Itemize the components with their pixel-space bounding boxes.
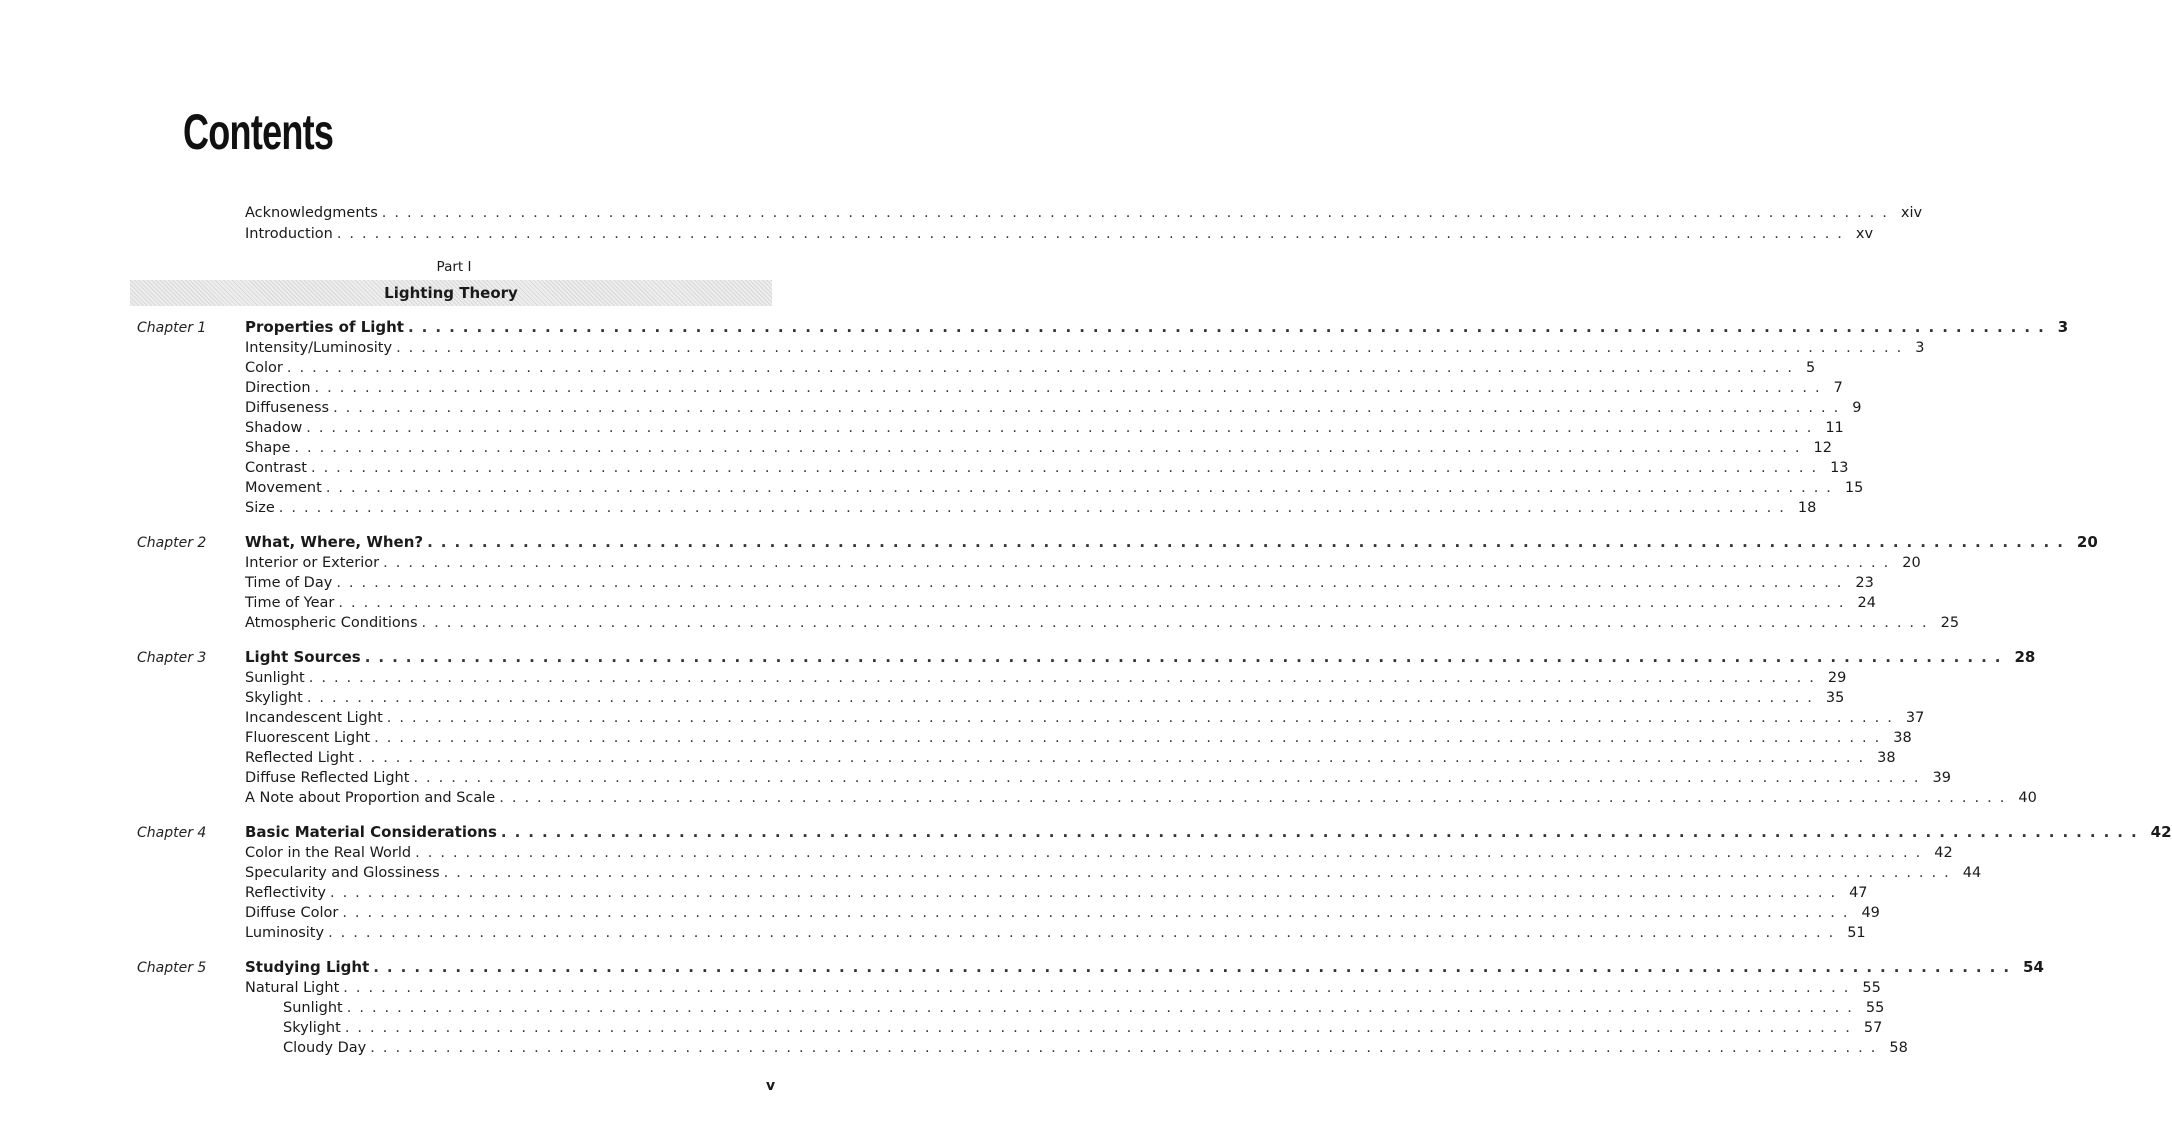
chapter-label: Chapter 1 bbox=[137, 320, 207, 336]
entry-page: 3 bbox=[1915, 340, 1925, 356]
entry-label: Specularity and Glossiness bbox=[245, 865, 440, 881]
entry-label: Natural Light bbox=[245, 980, 340, 996]
entry-label: Sunlight bbox=[245, 670, 305, 686]
entry-page: 20 bbox=[2076, 533, 2098, 551]
toc-entry[interactable]: Diffuseness ........................................................................................................................ 9 bbox=[245, 400, 1862, 416]
entry-page: 49 bbox=[1861, 905, 1880, 921]
entry-page: 11 bbox=[1825, 420, 1844, 436]
toc-entry[interactable]: Fluorescent Light ........................................................................................................................ 38 bbox=[245, 730, 1912, 746]
toc-entry[interactable]: Specularity and Glossiness ........................................................................................................................ 44 bbox=[245, 865, 1982, 881]
entry-label: Shape bbox=[245, 440, 291, 456]
part-label: Part I bbox=[436, 259, 472, 275]
entry-page: 28 bbox=[2014, 648, 2036, 666]
entry-page: 38 bbox=[1893, 730, 1912, 746]
toc-entry-introduction[interactable]: Introduction ........................................................................................................................ xv bbox=[245, 226, 1874, 242]
toc-chapter-heading[interactable]: Properties of Light ........................................................................................................................ 3 bbox=[245, 318, 2069, 336]
entry-page: 40 bbox=[2018, 790, 2037, 806]
entry-page: 15 bbox=[1844, 480, 1864, 496]
toc-entry[interactable]: Color ........................................................................................................................ 5 bbox=[245, 360, 1816, 376]
toc-entry[interactable]: Interior or Exterior ........................................................................................................................ 20 bbox=[245, 555, 1921, 571]
entry-page: 35 bbox=[1825, 690, 1845, 706]
entry-label: Time of Day bbox=[245, 575, 333, 591]
entry-label: Color in the Real World bbox=[245, 845, 412, 861]
entry-page: 13 bbox=[1830, 460, 1849, 476]
part-title: Lighting Theory bbox=[384, 284, 518, 302]
entry-label: Fluorescent Light bbox=[245, 730, 371, 746]
entry-page: xiv bbox=[1900, 205, 1923, 221]
toc-entry[interactable]: Intensity/Luminosity ........................................................................................................................ 3 bbox=[245, 340, 1925, 356]
toc-entry[interactable]: Color in the Real World ........................................................................................................................ 42 bbox=[245, 845, 1953, 861]
entry-page: 12 bbox=[1813, 440, 1832, 456]
entry-page: 55 bbox=[1862, 980, 1881, 996]
toc-entry[interactable]: Shape ........................................................................................................................ 12 bbox=[245, 440, 1832, 456]
toc-entry[interactable]: A Note about Proportion and Scale ........................................................................................................................ 40 bbox=[245, 790, 2037, 806]
toc-entry[interactable]: Direction ........................................................................................................................ 7 bbox=[245, 380, 1843, 396]
entry-page: 51 bbox=[1847, 925, 1866, 941]
entry-label: Shadow bbox=[245, 420, 303, 436]
entry-label: A Note about Proportion and Scale bbox=[245, 790, 496, 806]
entry-label: Studying Light bbox=[245, 958, 370, 976]
entry-page: 25 bbox=[1940, 615, 1960, 631]
toc-chapter-heading[interactable]: What, Where, When? ........................................................................................................................ 20 bbox=[245, 533, 2098, 551]
entry-label: Cloudy Day bbox=[283, 1040, 367, 1056]
toc-chapter-heading[interactable]: Light Sources ........................................................................................................................ 28 bbox=[245, 648, 2036, 666]
entry-label: Size bbox=[245, 500, 275, 516]
entry-label: Properties of Light bbox=[245, 318, 404, 336]
entry-page: 29 bbox=[1827, 670, 1847, 686]
toc-entry[interactable]: Shadow ........................................................................................................................ 11 bbox=[245, 420, 1844, 436]
entry-page: 24 bbox=[1857, 595, 1876, 611]
toc-chapter-heading[interactable]: Studying Light ........................................................................................................................ 54 bbox=[245, 958, 2044, 976]
entry-label: Color bbox=[245, 360, 283, 376]
entry-page: 44 bbox=[1962, 865, 1982, 881]
entry-label: Basic Material Considerations bbox=[245, 823, 497, 841]
entry-label: Skylight bbox=[245, 690, 303, 706]
toc-entry-acknowledgments[interactable]: Acknowledgments ........................................................................................................................ xiv bbox=[245, 205, 1923, 221]
entry-page: 55 bbox=[1865, 1000, 1885, 1016]
entry-label: Diffuseness bbox=[245, 400, 330, 416]
toc-subentry[interactable]: Sunlight ........................................................................................................................ 55 bbox=[283, 1000, 1885, 1016]
chapter-label: Chapter 3 bbox=[137, 650, 207, 666]
entry-label: Skylight bbox=[283, 1020, 341, 1036]
entry-label: Direction bbox=[245, 380, 311, 396]
entry-page: 7 bbox=[1833, 380, 1843, 396]
entry-page: 20 bbox=[1902, 555, 1921, 571]
toc-entry[interactable]: Natural Light ........................................................................................................................ 55 bbox=[245, 980, 1881, 996]
toc-entry[interactable]: Sunlight ........................................................................................................................ 29 bbox=[245, 670, 1847, 686]
entry-page: 57 bbox=[1863, 1020, 1883, 1036]
entry-page: 5 bbox=[1805, 360, 1816, 376]
entry-page: 23 bbox=[1855, 575, 1874, 591]
entry-label: Movement bbox=[245, 480, 322, 496]
entry-page: 3 bbox=[2057, 318, 2069, 336]
toc-entry[interactable]: Diffuse Reflected Light ........................................................................................................................ 39 bbox=[245, 770, 1951, 786]
entry-label: Light Sources bbox=[245, 648, 361, 666]
entry-label: Incandescent Light bbox=[245, 710, 383, 726]
toc-entry[interactable]: Contrast ........................................................................................................................ 13 bbox=[245, 460, 1849, 476]
entry-label: Acknowledgments bbox=[245, 205, 378, 221]
toc-entry[interactable]: Incandescent Light ........................................................................................................................ 37 bbox=[245, 710, 1925, 726]
toc-entry[interactable]: Time of Year ........................................................................................................................ 24 bbox=[245, 595, 1876, 611]
toc-entry[interactable]: Diffuse Color ........................................................................................................................ 49 bbox=[245, 905, 1880, 921]
entry-label: Atmospheric Conditions bbox=[245, 615, 418, 631]
entry-label: Reflected Light bbox=[245, 750, 354, 766]
chapter-label: Chapter 4 bbox=[137, 825, 207, 841]
toc-entry[interactable]: Movement ........................................................................................................................ 15 bbox=[245, 480, 1864, 496]
entry-label: Contrast bbox=[245, 460, 307, 476]
toc-subentry[interactable]: Cloudy Day ........................................................................................................................ 58 bbox=[283, 1040, 1908, 1056]
toc-subentry[interactable]: Skylight ........................................................................................................................ 57 bbox=[283, 1020, 1883, 1036]
entry-label: Reflectivity bbox=[245, 885, 326, 901]
toc-entry[interactable]: Reflected Light ........................................................................................................................ 38 bbox=[245, 750, 1896, 766]
entry-page: 9 bbox=[1852, 400, 1862, 416]
toc-entry[interactable]: Time of Day ........................................................................................................................ 23 bbox=[245, 575, 1874, 591]
entry-label: Luminosity bbox=[245, 925, 325, 941]
toc-entry[interactable]: Luminosity ........................................................................................................................ 51 bbox=[245, 925, 1866, 941]
chapter-label: Chapter 5 bbox=[137, 960, 207, 976]
entry-page: 47 bbox=[1849, 885, 1868, 901]
entry-page: 54 bbox=[2023, 958, 2044, 976]
entry-label: Intensity/Luminosity bbox=[245, 340, 393, 356]
entry-page: 38 bbox=[1877, 750, 1896, 766]
page-number: v bbox=[766, 1078, 776, 1094]
toc-entry[interactable]: Reflectivity ........................................................................................................................ 47 bbox=[245, 885, 1868, 901]
entry-label: Time of Year bbox=[245, 595, 335, 611]
toc-chapter-heading[interactable]: Basic Material Considerations ........................................................................................................................ 42 bbox=[245, 823, 2172, 841]
entry-page: 39 bbox=[1932, 770, 1951, 786]
toc-entry[interactable]: Skylight ........................................................................................................................ 35 bbox=[245, 690, 1845, 706]
entry-page: 42 bbox=[2150, 823, 2172, 841]
entry-page: xv bbox=[1855, 226, 1874, 242]
entry-label: What, Where, When? bbox=[245, 533, 424, 551]
toc-entry[interactable]: Atmospheric Conditions ........................................................................................................................ 25 bbox=[245, 615, 1960, 631]
entry-label: Diffuse Color bbox=[245, 905, 339, 921]
entry-label: Interior or Exterior bbox=[245, 555, 380, 571]
toc-entry[interactable]: Size ........................................................................................................................ 18 bbox=[245, 500, 1817, 516]
chapter-label: Chapter 2 bbox=[137, 535, 207, 551]
entry-page: 42 bbox=[1934, 845, 1953, 861]
entry-page: 37 bbox=[1905, 710, 1925, 726]
entry-label: Diffuse Reflected Light bbox=[245, 770, 410, 786]
page-title: Contents bbox=[183, 104, 334, 160]
entry-page: 18 bbox=[1797, 500, 1817, 516]
entry-label: Sunlight bbox=[283, 1000, 343, 1016]
entry-label: Introduction bbox=[245, 226, 333, 242]
entry-page: 58 bbox=[1889, 1040, 1908, 1056]
